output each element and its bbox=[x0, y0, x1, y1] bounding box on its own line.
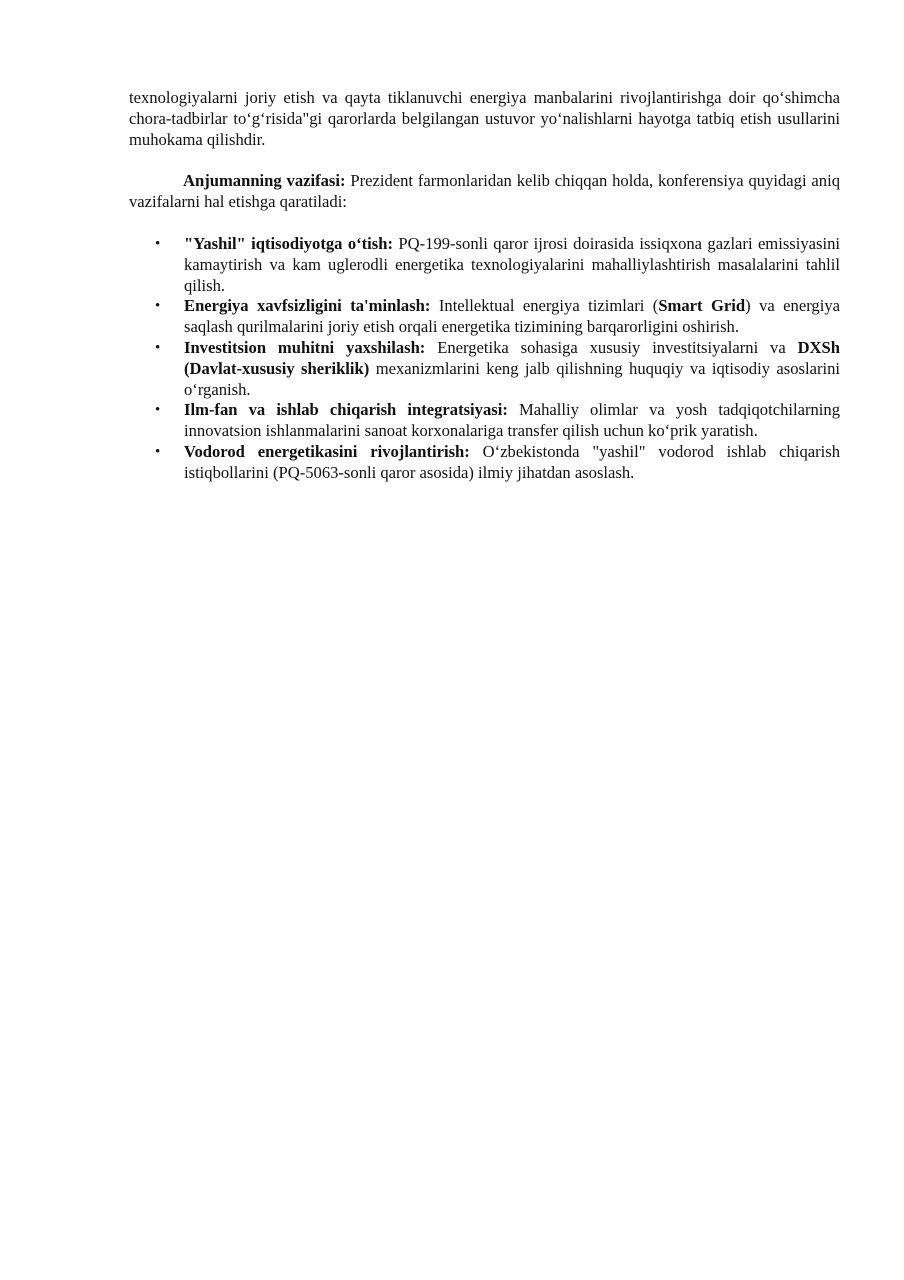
bullet-icon: • bbox=[155, 443, 161, 460]
list-item-strong: DXSh (Davlat-xususiy sheriklik) bbox=[184, 337, 840, 378]
list-item-title: Investitsion muhitni yaxshilash: bbox=[184, 337, 426, 357]
list-item-title: Energiya xavfsizligini ta'minlash: bbox=[184, 296, 431, 316]
list-item-text: mexanizmlarini keng jalb qilishning huquqiy va iqtisodiy asoslarini o‘rganish. bbox=[184, 358, 840, 399]
bullet-icon: • bbox=[155, 235, 161, 252]
list-item-text: O‘zbekistonda "yashil" vodorod ishlab chiqarish istiqbollarini (PQ-5063-sonli qaror asosida) ilmiy jihatdan asoslash. bbox=[184, 441, 840, 482]
list-item-science-integration bbox=[129, 400, 840, 442]
bullet-icon: • bbox=[155, 402, 161, 419]
list-item-text: Mahalliy olimlar va yosh tadqiqotchilarning innovatsion ishlanmalarini sanoat korxonalariga transfer qilish uchun ko‘prik yaratish. bbox=[184, 400, 840, 441]
list-item-investment bbox=[129, 338, 840, 400]
bullet-icon: • bbox=[155, 339, 161, 356]
list-item-title: "Yashil" iqtisodiyotga o‘tish: bbox=[184, 233, 394, 253]
list-item-title: Ilm-fan va ishlab chiqarish integratsiyasi: bbox=[184, 400, 508, 420]
list-item-strong: Smart Grid bbox=[658, 296, 746, 316]
tasks-text: Prezident farmonlaridan kelib chiqqan holda, konferensiya quyidagi aniq vazifalarni hal etishga qaratiladi: bbox=[129, 171, 840, 212]
list-item-text: Energetika sohasiga xususiy investitsiyalarni va bbox=[425, 337, 798, 357]
list-item-green-economy bbox=[129, 234, 840, 296]
list-item-text: ) va energiya saqlash qurilmalarini joriy etish orqali energetika tizimining barqarorligini oshirish. bbox=[184, 296, 840, 337]
document-page bbox=[129, 88, 840, 484]
bullet-icon: • bbox=[155, 298, 161, 315]
task-list bbox=[129, 234, 840, 484]
list-item-title: Vodorod energetikasini rivojlantirish: bbox=[184, 441, 470, 461]
list-item-hydrogen bbox=[129, 442, 840, 484]
list-item-text: Intellektual energiya tizimlari ( bbox=[430, 296, 659, 316]
intro-paragraph: texnologiyalarni joriy etish va qayta tiklanuvchi energiya manbalarini rivojlantirishga doir qo‘shimcha chora-tadbirlar to‘g‘risida"gi qarorlarda belgilangan ustuvor yo‘nalishlarni hayotga tatbiq etish usullarini muhokama qilishdir. bbox=[129, 88, 840, 149]
list-item-energy-security bbox=[129, 296, 840, 338]
tasks-paragraph bbox=[129, 171, 840, 213]
list-item-text: PQ-199-sonli qaror ijrosi doirasida issiqxona gazlari emissiyasini kamaytirish va kam uglerodli energetika texnologiyalarini mahalliylashtirish masalalarini tahlil qilish. bbox=[184, 233, 840, 295]
tasks-heading: Anjumanning vazifasi: bbox=[183, 171, 346, 191]
